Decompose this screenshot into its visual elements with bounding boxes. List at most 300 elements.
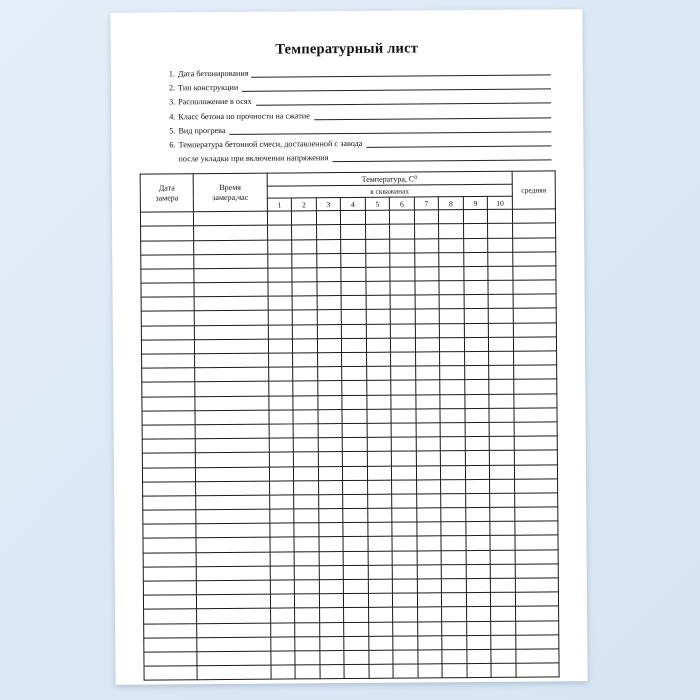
cell-well-7[interactable]	[416, 465, 441, 479]
cell-time[interactable]	[195, 367, 269, 382]
cell-average[interactable]	[514, 351, 557, 366]
cell-well-5[interactable]	[368, 622, 393, 636]
cell-well-3[interactable]	[318, 438, 343, 452]
cell-well-1[interactable]	[270, 580, 295, 594]
cell-well-8[interactable]	[440, 366, 465, 380]
cell-well-1[interactable]	[269, 452, 294, 466]
cell-well-6[interactable]	[392, 451, 417, 465]
cell-well-7[interactable]	[417, 550, 442, 564]
cell-well-8[interactable]	[442, 564, 467, 578]
cell-well-10[interactable]	[490, 479, 515, 493]
cell-well-10[interactable]	[489, 408, 514, 422]
cell-well-4[interactable]	[342, 324, 367, 338]
cell-well-9[interactable]	[465, 408, 490, 422]
cell-date[interactable]	[141, 269, 194, 284]
cell-well-10[interactable]	[491, 663, 516, 677]
cell-well-2[interactable]	[294, 452, 319, 466]
cell-well-4[interactable]	[342, 437, 367, 451]
cell-well-6[interactable]	[391, 352, 416, 366]
cell-well-1[interactable]	[268, 367, 293, 381]
cell-well-2[interactable]	[292, 253, 317, 267]
cell-well-5[interactable]	[367, 451, 392, 465]
cell-well-4[interactable]	[344, 579, 369, 593]
cell-date[interactable]	[142, 368, 195, 383]
cell-well-10[interactable]	[491, 578, 516, 592]
cell-well-3[interactable]	[317, 310, 342, 324]
cell-well-5[interactable]	[366, 267, 391, 281]
cell-well-2[interactable]	[294, 566, 319, 580]
cell-well-1[interactable]	[269, 438, 294, 452]
cell-well-9[interactable]	[464, 351, 489, 365]
cell-well-8[interactable]	[440, 408, 465, 422]
cell-well-9[interactable]	[465, 479, 490, 493]
cell-well-4[interactable]	[341, 281, 366, 295]
cell-well-7[interactable]	[416, 394, 441, 408]
cell-well-8[interactable]	[440, 352, 465, 366]
cell-well-2[interactable]	[292, 211, 317, 225]
cell-well-9[interactable]	[466, 578, 491, 592]
cell-well-6[interactable]	[393, 622, 418, 636]
cell-average[interactable]	[515, 564, 558, 579]
cell-time[interactable]	[195, 410, 269, 425]
cell-time[interactable]	[197, 637, 271, 652]
cell-well-10[interactable]	[488, 266, 513, 280]
cell-average[interactable]	[514, 450, 557, 465]
cell-well-1[interactable]	[271, 651, 296, 665]
field-input-3[interactable]	[256, 95, 551, 106]
cell-time[interactable]	[195, 339, 269, 354]
cell-well-7[interactable]	[417, 522, 442, 536]
cell-average[interactable]	[515, 493, 558, 508]
cell-well-2[interactable]	[293, 409, 318, 423]
cell-well-7[interactable]	[418, 650, 443, 664]
cell-well-4[interactable]	[343, 565, 368, 579]
cell-well-3[interactable]	[317, 367, 342, 381]
cell-well-4[interactable]	[344, 664, 369, 678]
cell-well-6[interactable]	[393, 664, 418, 678]
cell-well-7[interactable]	[414, 210, 439, 224]
cell-well-7[interactable]	[415, 309, 440, 323]
cell-well-9[interactable]	[465, 493, 490, 507]
cell-well-8[interactable]	[441, 508, 466, 522]
cell-well-2[interactable]	[294, 495, 319, 509]
cell-well-4[interactable]	[343, 452, 368, 466]
cell-average[interactable]	[513, 280, 556, 295]
cell-time[interactable]	[196, 566, 270, 581]
cell-average[interactable]	[514, 408, 557, 423]
cell-well-9[interactable]	[466, 621, 491, 635]
cell-well-2[interactable]	[294, 523, 319, 537]
cell-well-4[interactable]	[343, 466, 368, 480]
cell-average[interactable]	[515, 479, 558, 494]
field-input-6[interactable]	[366, 137, 551, 147]
cell-well-1[interactable]	[270, 552, 295, 566]
cell-well-9[interactable]	[463, 238, 488, 252]
cell-date[interactable]	[141, 240, 194, 255]
cell-average[interactable]	[515, 521, 558, 536]
cell-date[interactable]	[143, 552, 196, 567]
cell-well-8[interactable]	[442, 579, 467, 593]
cell-well-7[interactable]	[417, 621, 442, 635]
cell-well-9[interactable]	[464, 252, 489, 266]
cell-well-6[interactable]	[393, 593, 418, 607]
cell-well-4[interactable]	[343, 537, 368, 551]
cell-well-4[interactable]	[342, 367, 367, 381]
cell-well-9[interactable]	[467, 664, 492, 678]
cell-well-8[interactable]	[439, 281, 464, 295]
cell-well-6[interactable]	[390, 238, 415, 252]
cell-well-7[interactable]	[416, 437, 441, 451]
cell-well-10[interactable]	[490, 465, 515, 479]
cell-average[interactable]	[513, 322, 556, 337]
cell-well-1[interactable]	[268, 381, 293, 395]
cell-well-6[interactable]	[390, 253, 415, 267]
cell-well-4[interactable]	[341, 310, 366, 324]
cell-well-8[interactable]	[439, 238, 464, 252]
cell-well-9[interactable]	[463, 224, 488, 238]
cell-well-5[interactable]	[369, 650, 394, 664]
cell-date[interactable]	[142, 396, 195, 411]
cell-average[interactable]	[513, 252, 556, 267]
cell-well-8[interactable]	[439, 210, 464, 224]
cell-well-5[interactable]	[365, 239, 390, 253]
cell-well-3[interactable]	[316, 253, 341, 267]
cell-date[interactable]	[144, 609, 197, 624]
cell-well-7[interactable]	[417, 565, 442, 579]
cell-well-4[interactable]	[342, 381, 367, 395]
cell-average[interactable]	[516, 649, 559, 664]
cell-date[interactable]	[143, 524, 196, 539]
field-input-1[interactable]	[250, 66, 550, 77]
cell-well-7[interactable]	[414, 238, 439, 252]
cell-average[interactable]	[514, 422, 557, 437]
cell-well-10[interactable]	[489, 380, 514, 394]
cell-well-1[interactable]	[270, 608, 295, 622]
cell-well-2[interactable]	[293, 324, 318, 338]
cell-well-3[interactable]	[316, 239, 341, 253]
cell-date[interactable]	[143, 595, 196, 610]
cell-well-6[interactable]	[390, 309, 415, 323]
cell-well-2[interactable]	[293, 395, 318, 409]
cell-well-1[interactable]	[269, 396, 294, 410]
cell-well-10[interactable]	[488, 238, 513, 252]
cell-well-3[interactable]	[318, 423, 343, 437]
cell-well-7[interactable]	[415, 281, 440, 295]
cell-time[interactable]	[197, 594, 271, 609]
cell-well-8[interactable]	[439, 224, 464, 238]
cell-well-8[interactable]	[441, 451, 466, 465]
cell-well-6[interactable]	[390, 210, 415, 224]
cell-well-9[interactable]	[464, 309, 489, 323]
cell-well-8[interactable]	[439, 266, 464, 280]
cell-well-9[interactable]	[466, 593, 491, 607]
cell-well-10[interactable]	[490, 536, 515, 550]
cell-well-2[interactable]	[295, 665, 320, 679]
cell-average[interactable]	[515, 578, 558, 593]
cell-date[interactable]	[141, 311, 194, 326]
cell-time[interactable]	[194, 225, 268, 240]
cell-time[interactable]	[194, 268, 268, 283]
cell-well-2[interactable]	[295, 622, 320, 636]
cell-well-5[interactable]	[368, 508, 393, 522]
cell-date[interactable]	[142, 382, 195, 397]
cell-date[interactable]	[143, 496, 196, 511]
cell-well-2[interactable]	[293, 438, 318, 452]
cell-well-4[interactable]	[343, 551, 368, 565]
cell-date[interactable]	[144, 623, 197, 638]
cell-well-10[interactable]	[490, 507, 515, 521]
cell-well-1[interactable]	[267, 239, 292, 253]
cell-well-1[interactable]	[268, 296, 293, 310]
cell-well-4[interactable]	[341, 253, 366, 267]
cell-well-9[interactable]	[465, 465, 490, 479]
cell-well-3[interactable]	[317, 324, 342, 338]
cell-well-2[interactable]	[293, 353, 318, 367]
cell-time[interactable]	[195, 452, 269, 467]
cell-well-6[interactable]	[391, 437, 416, 451]
cell-time[interactable]	[196, 552, 270, 567]
cell-well-5[interactable]	[366, 253, 391, 267]
cell-well-7[interactable]	[416, 409, 441, 423]
cell-well-10[interactable]	[488, 280, 513, 294]
cell-well-4[interactable]	[341, 225, 366, 239]
cell-well-1[interactable]	[267, 225, 292, 239]
cell-date[interactable]	[142, 453, 195, 468]
cell-date[interactable]	[142, 354, 195, 369]
cell-well-3[interactable]	[318, 452, 343, 466]
cell-well-8[interactable]	[441, 536, 466, 550]
cell-well-4[interactable]	[341, 239, 366, 253]
cell-well-3[interactable]	[318, 466, 343, 480]
cell-well-8[interactable]	[440, 380, 465, 394]
cell-average[interactable]	[516, 635, 559, 650]
cell-well-7[interactable]	[416, 494, 441, 508]
cell-well-9[interactable]	[464, 337, 489, 351]
cell-date[interactable]	[142, 425, 195, 440]
cell-time[interactable]	[194, 240, 268, 255]
cell-well-2[interactable]	[295, 608, 320, 622]
cell-time[interactable]	[194, 211, 268, 226]
cell-well-1[interactable]	[268, 325, 293, 339]
cell-well-1[interactable]	[270, 637, 295, 651]
cell-well-5[interactable]	[368, 522, 393, 536]
cell-well-10[interactable]	[491, 621, 516, 635]
cell-time[interactable]	[194, 311, 268, 326]
cell-well-8[interactable]	[440, 423, 465, 437]
cell-date[interactable]	[140, 212, 193, 227]
cell-average[interactable]	[513, 308, 556, 323]
cell-well-7[interactable]	[416, 479, 441, 493]
cell-time[interactable]	[196, 538, 270, 553]
cell-well-10[interactable]	[490, 436, 515, 450]
cell-well-3[interactable]	[319, 551, 344, 565]
cell-average[interactable]	[515, 592, 558, 607]
cell-well-1[interactable]	[267, 211, 292, 225]
cell-well-9[interactable]	[464, 266, 489, 280]
cell-well-2[interactable]	[293, 381, 318, 395]
cell-well-7[interactable]	[415, 295, 440, 309]
cell-well-1[interactable]	[269, 481, 294, 495]
cell-well-3[interactable]	[316, 225, 341, 239]
cell-well-8[interactable]	[441, 522, 466, 536]
cell-well-7[interactable]	[415, 338, 440, 352]
cell-time[interactable]	[196, 580, 270, 595]
cell-date[interactable]	[141, 340, 194, 355]
cell-well-6[interactable]	[390, 281, 415, 295]
cell-well-3[interactable]	[318, 395, 343, 409]
cell-well-1[interactable]	[268, 310, 293, 324]
cell-well-9[interactable]	[466, 507, 491, 521]
cell-well-10[interactable]	[491, 635, 516, 649]
cell-well-4[interactable]	[344, 608, 369, 622]
cell-well-3[interactable]	[317, 353, 342, 367]
cell-well-3[interactable]	[319, 622, 344, 636]
cell-time[interactable]	[197, 651, 271, 666]
cell-well-5[interactable]	[366, 310, 391, 324]
cell-well-6[interactable]	[392, 536, 417, 550]
cell-well-9[interactable]	[466, 536, 491, 550]
cell-well-3[interactable]	[317, 267, 342, 281]
cell-well-1[interactable]	[269, 410, 294, 424]
cell-date[interactable]	[143, 510, 196, 525]
cell-well-4[interactable]	[343, 508, 368, 522]
cell-date[interactable]	[141, 254, 194, 269]
cell-time[interactable]	[194, 282, 268, 297]
cell-well-2[interactable]	[292, 268, 317, 282]
cell-date[interactable]	[143, 567, 196, 582]
cell-well-4[interactable]	[341, 296, 366, 310]
cell-date[interactable]	[142, 467, 195, 482]
field-input-7[interactable]	[332, 152, 551, 163]
cell-well-6[interactable]	[391, 324, 416, 338]
cell-well-4[interactable]	[342, 338, 367, 352]
cell-time[interactable]	[197, 609, 271, 624]
cell-average[interactable]	[514, 393, 557, 408]
cell-well-5[interactable]	[366, 338, 391, 352]
cell-well-5[interactable]	[367, 395, 392, 409]
cell-well-10[interactable]	[491, 564, 516, 578]
cell-well-5[interactable]	[365, 210, 390, 224]
cell-well-10[interactable]	[488, 294, 513, 308]
cell-well-10[interactable]	[491, 649, 516, 663]
cell-average[interactable]	[513, 237, 556, 252]
cell-time[interactable]	[197, 623, 271, 638]
cell-well-3[interactable]	[320, 650, 345, 664]
field-input-2[interactable]	[242, 81, 551, 92]
cell-well-10[interactable]	[489, 394, 514, 408]
cell-well-10[interactable]	[490, 550, 515, 564]
cell-well-10[interactable]	[488, 252, 513, 266]
cell-well-3[interactable]	[319, 565, 344, 579]
cell-well-1[interactable]	[270, 622, 295, 636]
cell-average[interactable]	[516, 663, 559, 678]
cell-well-4[interactable]	[344, 650, 369, 664]
cell-well-3[interactable]	[318, 494, 343, 508]
cell-well-3[interactable]	[317, 338, 342, 352]
cell-well-9[interactable]	[467, 635, 492, 649]
cell-well-4[interactable]	[343, 480, 368, 494]
cell-well-4[interactable]	[343, 523, 368, 537]
cell-well-6[interactable]	[392, 565, 417, 579]
cell-well-1[interactable]	[269, 424, 294, 438]
cell-well-4[interactable]	[341, 210, 366, 224]
cell-well-2[interactable]	[292, 225, 317, 239]
cell-well-10[interactable]	[489, 337, 514, 351]
cell-well-2[interactable]	[295, 636, 320, 650]
cell-well-5[interactable]	[366, 281, 391, 295]
cell-time[interactable]	[195, 353, 269, 368]
cell-well-1[interactable]	[269, 495, 294, 509]
cell-well-1[interactable]	[268, 282, 293, 296]
cell-well-2[interactable]	[294, 480, 319, 494]
cell-well-5[interactable]	[366, 295, 391, 309]
cell-well-6[interactable]	[391, 409, 416, 423]
cell-time[interactable]	[197, 665, 271, 680]
cell-well-3[interactable]	[319, 636, 344, 650]
cell-well-3[interactable]	[320, 665, 345, 679]
cell-well-5[interactable]	[368, 593, 393, 607]
cell-well-6[interactable]	[392, 508, 417, 522]
cell-date[interactable]	[143, 481, 196, 496]
cell-well-7[interactable]	[417, 508, 442, 522]
cell-well-7[interactable]	[417, 536, 442, 550]
cell-well-5[interactable]	[368, 565, 393, 579]
cell-well-5[interactable]	[367, 409, 392, 423]
cell-well-7[interactable]	[415, 252, 440, 266]
cell-well-6[interactable]	[391, 380, 416, 394]
cell-well-3[interactable]	[318, 409, 343, 423]
cell-time[interactable]	[194, 325, 268, 340]
cell-date[interactable]	[141, 283, 194, 298]
cell-well-8[interactable]	[439, 295, 464, 309]
cell-well-5[interactable]	[367, 480, 392, 494]
field-input-4[interactable]	[314, 109, 551, 120]
field-input-5[interactable]	[230, 123, 552, 135]
cell-well-8[interactable]	[440, 394, 465, 408]
cell-well-2[interactable]	[293, 339, 318, 353]
cell-well-3[interactable]	[319, 523, 344, 537]
cell-time[interactable]	[196, 481, 270, 496]
cell-time[interactable]	[195, 438, 269, 453]
cell-well-4[interactable]	[341, 267, 366, 281]
cell-well-2[interactable]	[294, 551, 319, 565]
cell-well-6[interactable]	[390, 224, 415, 238]
cell-well-10[interactable]	[489, 365, 514, 379]
cell-well-7[interactable]	[415, 267, 440, 281]
cell-well-10[interactable]	[488, 209, 513, 223]
cell-well-10[interactable]	[488, 224, 513, 238]
cell-well-8[interactable]	[442, 650, 467, 664]
cell-well-4[interactable]	[344, 594, 369, 608]
cell-well-3[interactable]	[318, 480, 343, 494]
cell-average[interactable]	[516, 620, 559, 635]
cell-well-5[interactable]	[369, 664, 394, 678]
cell-well-3[interactable]	[319, 580, 344, 594]
cell-well-6[interactable]	[392, 522, 417, 536]
cell-well-6[interactable]	[393, 636, 418, 650]
cell-well-9[interactable]	[464, 366, 489, 380]
cell-well-6[interactable]	[392, 480, 417, 494]
cell-average[interactable]	[513, 266, 556, 281]
cell-well-1[interactable]	[271, 665, 296, 679]
cell-well-3[interactable]	[319, 594, 344, 608]
cell-well-6[interactable]	[392, 465, 417, 479]
cell-well-7[interactable]	[418, 636, 443, 650]
cell-well-7[interactable]	[415, 366, 440, 380]
cell-well-6[interactable]	[391, 338, 416, 352]
cell-well-3[interactable]	[318, 509, 343, 523]
cell-time[interactable]	[195, 382, 269, 397]
